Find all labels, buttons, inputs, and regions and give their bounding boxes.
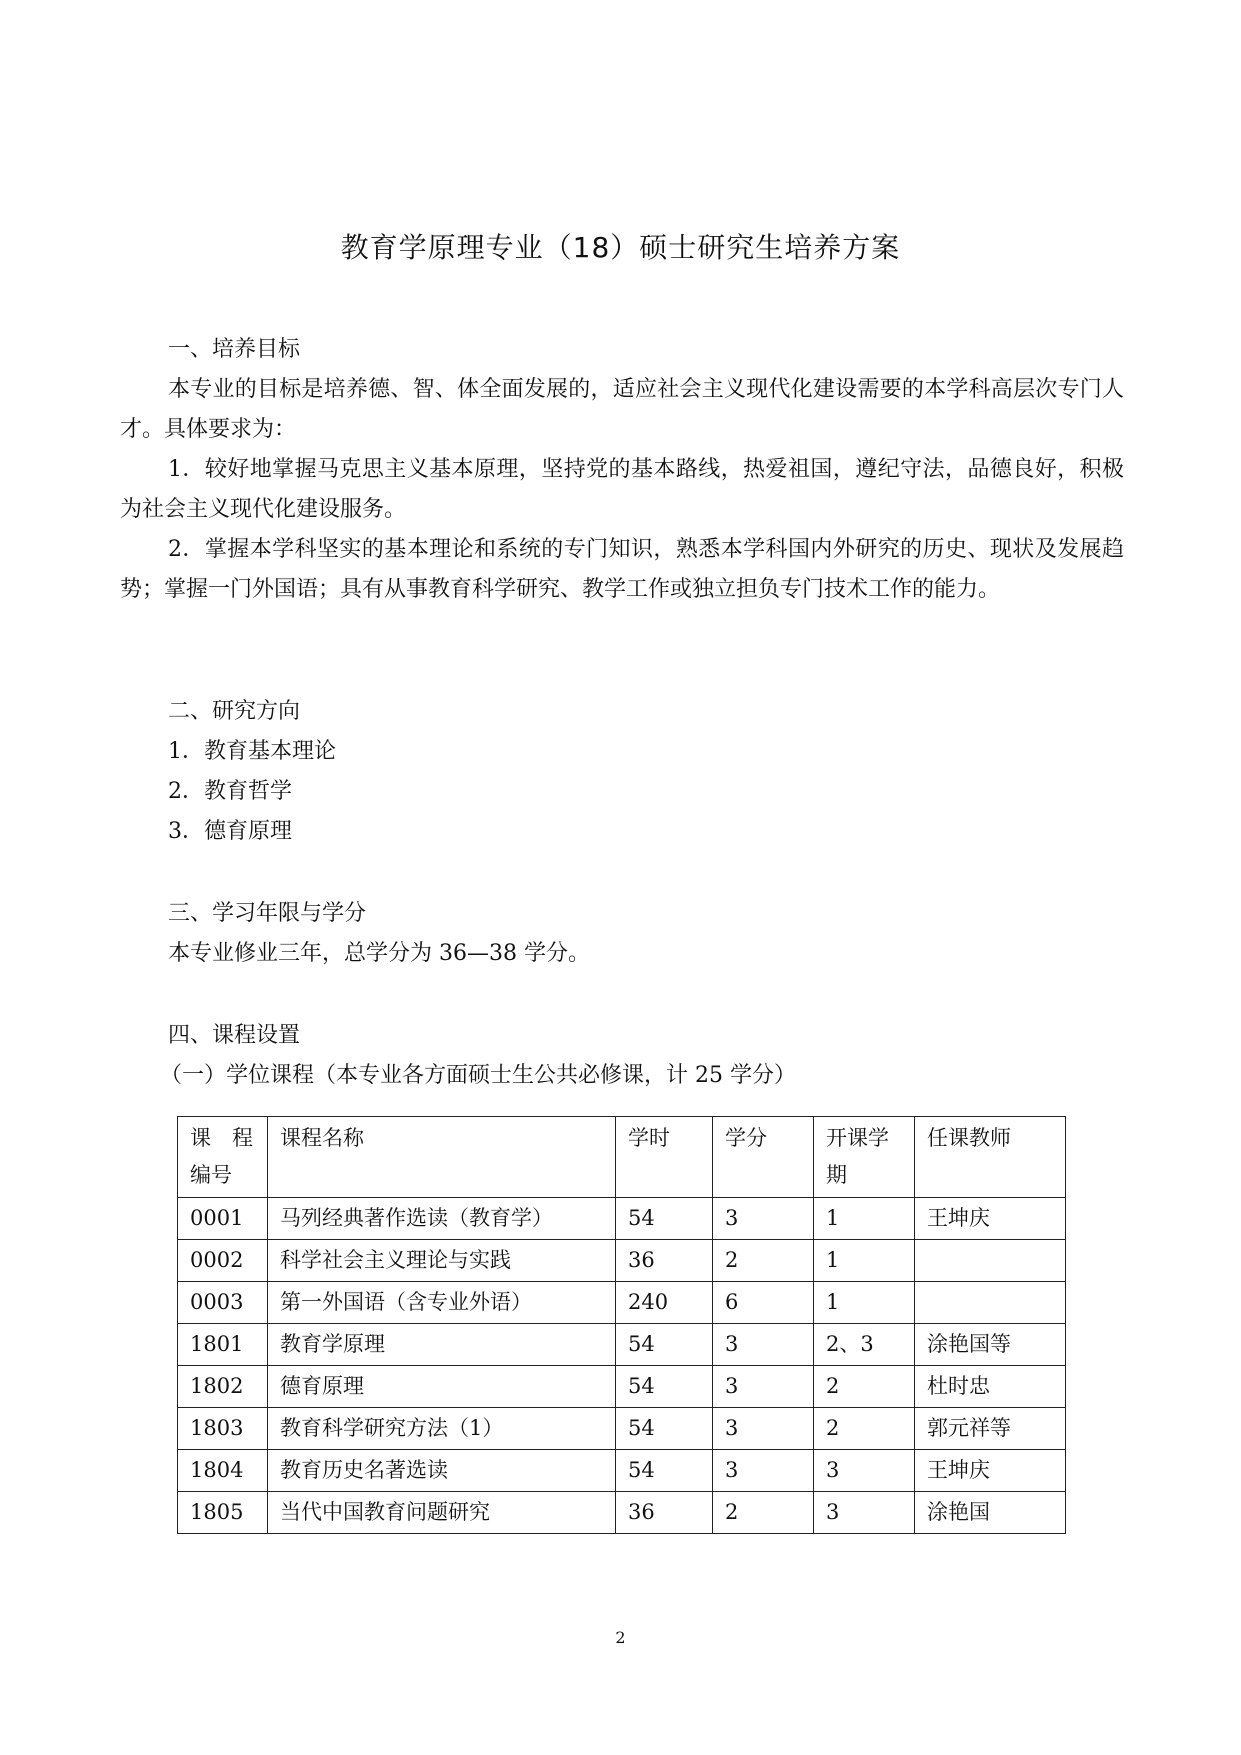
cell-semester: 2	[814, 1408, 915, 1450]
cell-name: 德育原理	[268, 1366, 616, 1408]
cell-semester: 1	[814, 1282, 915, 1324]
table-row	[178, 1492, 1066, 1534]
cell-code: 1801	[178, 1324, 268, 1366]
cell-hours: 54	[616, 1198, 713, 1240]
courses-subheading: （一）学位课程（本专业各方面硕士生公共必修课，计 25 学分）	[160, 1063, 796, 1088]
cell-credits: 3	[713, 1450, 814, 1492]
cell-hours: 54	[616, 1450, 713, 1492]
cell-name: 科学社会主义理论与实践	[268, 1240, 616, 1282]
cell-credits: 3	[713, 1198, 814, 1240]
cell-semester: 3	[814, 1492, 915, 1534]
table-row	[178, 1324, 1066, 1366]
cell-teacher	[915, 1240, 1066, 1282]
cell-code: 1802	[178, 1366, 268, 1408]
cell-semester: 2、3	[814, 1324, 915, 1366]
cell-credits: 3	[713, 1366, 814, 1408]
header-hours: 学时	[616, 1117, 713, 1198]
cell-name: 马列经典著作选读（教育学）	[268, 1198, 616, 1240]
cell-name: 第一外国语（含专业外语）	[268, 1282, 616, 1324]
cell-code: 0003	[178, 1282, 268, 1324]
table-row	[178, 1240, 1066, 1282]
cell-credits: 6	[713, 1282, 814, 1324]
table-row	[178, 1408, 1066, 1450]
cell-teacher: 涂艳国	[915, 1492, 1066, 1534]
header-course-code: 课 程编号	[178, 1117, 268, 1198]
cell-name: 教育学原理	[268, 1324, 616, 1366]
page-title: 教育学原理专业（18）硕士研究生培养方案	[340, 231, 901, 264]
table-header-row	[178, 1117, 1066, 1198]
section-heading-duration: 三、学习年限与学分	[168, 901, 367, 926]
course-table	[177, 1116, 1066, 1534]
table-row	[178, 1282, 1066, 1324]
cell-name: 教育历史名著选读	[268, 1450, 616, 1492]
cell-hours: 36	[616, 1492, 713, 1534]
table-row	[178, 1198, 1066, 1240]
cell-semester: 2	[814, 1366, 915, 1408]
cell-teacher: 杜时忠	[915, 1366, 1066, 1408]
goals-item-1: 1．较好地掌握马克思主义基本原理，坚持党的基本路线，热爱祖国，遵纪守法，品德良好，积极为社会主义现代化建设服务。	[120, 457, 1124, 522]
section-heading-goals: 一、培养目标	[168, 337, 301, 362]
cell-semester: 1	[814, 1240, 915, 1282]
header-teacher: 任课教师	[915, 1117, 1066, 1198]
cell-code: 1803	[178, 1408, 268, 1450]
section-heading-research: 二、研究方向	[168, 699, 301, 724]
section-heading-courses: 四、课程设置	[168, 1023, 301, 1048]
cell-hours: 54	[616, 1324, 713, 1366]
cell-code: 0001	[178, 1198, 268, 1240]
cell-hours: 36	[616, 1240, 713, 1282]
duration-text: 本专业修业三年，总学分为 36—38 学分。	[168, 941, 590, 966]
cell-teacher: 涂艳国等	[915, 1324, 1066, 1366]
cell-code: 1804	[178, 1450, 268, 1492]
header-semester: 开课学期	[814, 1117, 915, 1198]
page-number: 2	[615, 1628, 626, 1647]
research-direction-3: 3．德育原理	[168, 819, 292, 844]
header-credits: 学分	[713, 1117, 814, 1198]
cell-hours: 54	[616, 1366, 713, 1408]
cell-credits: 2	[713, 1492, 814, 1534]
cell-name: 教育科学研究方法（1）	[268, 1408, 616, 1450]
research-direction-1: 1．教育基本理论	[168, 739, 336, 764]
cell-hours: 240	[616, 1282, 713, 1324]
cell-teacher	[915, 1282, 1066, 1324]
table-row	[178, 1366, 1066, 1408]
cell-credits: 3	[713, 1324, 814, 1366]
table-row	[178, 1450, 1066, 1492]
cell-semester: 3	[814, 1450, 915, 1492]
header-course-name: 课程名称	[268, 1117, 616, 1198]
cell-code: 1805	[178, 1492, 268, 1534]
cell-hours: 54	[616, 1408, 713, 1450]
cell-teacher: 郭元祥等	[915, 1408, 1066, 1450]
cell-credits: 3	[713, 1408, 814, 1450]
goals-item-2: 2．掌握本学科坚实的基本理论和系统的专门知识，熟悉本学科国内外研究的历史、现状及发展趋势；掌握一门外国语；具有从事教育科学研究、教学工作或独立担负专门技术工作的能力。	[120, 537, 1124, 602]
cell-name: 当代中国教育问题研究	[268, 1492, 616, 1534]
cell-teacher: 王坤庆	[915, 1198, 1066, 1240]
goals-intro: 本专业的目标是培养德、智、体全面发展的，适应社会主义现代化建设需要的本学科高层次专门人才。具体要求为：	[120, 377, 1124, 442]
cell-teacher: 王坤庆	[915, 1450, 1066, 1492]
cell-code: 0002	[178, 1240, 268, 1282]
cell-credits: 2	[713, 1240, 814, 1282]
research-direction-2: 2．教育哲学	[168, 779, 292, 804]
cell-semester: 1	[814, 1198, 915, 1240]
